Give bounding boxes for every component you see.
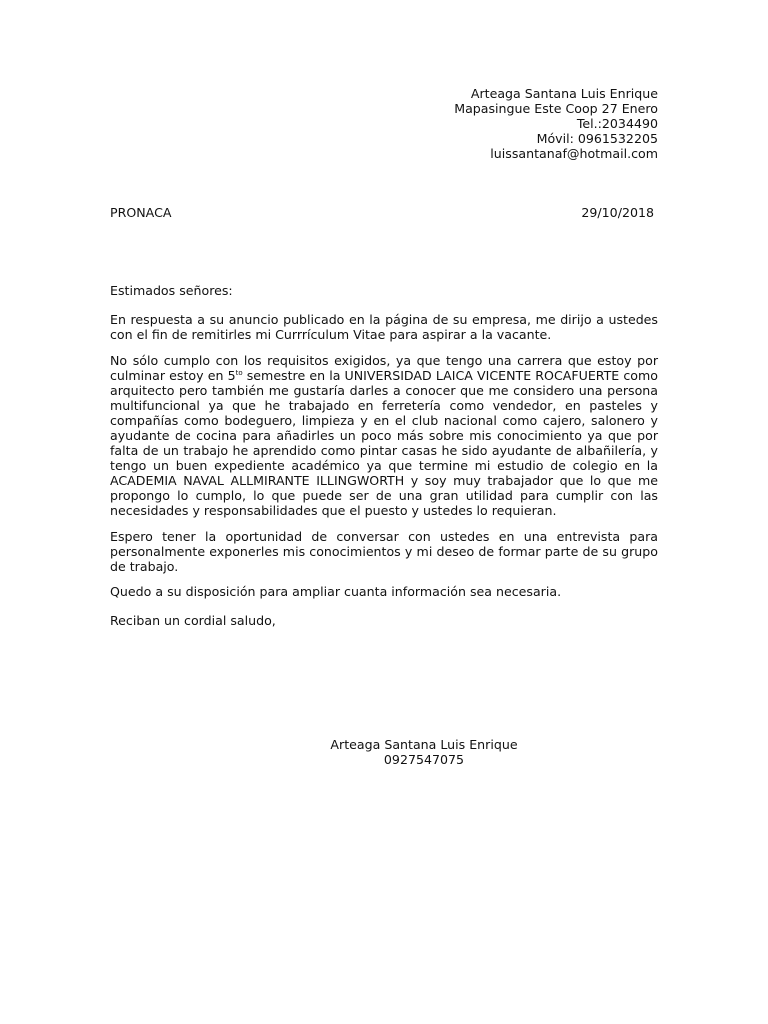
sender-block: [454, 86, 658, 161]
paragraph-4: Quedo a su disposición para ampliar cuanta información sea necesaria.: [110, 584, 562, 599]
sender-name: Arteaga Santana Luis Enrique: [470, 86, 658, 101]
paragraph-2: [110, 353, 658, 518]
paragraph-2-rest: semestre en la UNIVERSIDAD LAICA VICENTE ROCAFUERTE como arquitecto pero también me gustaría darles a conocer que me considero una persona multifuncional ya que he trabajado en ferretería como vendedor, en pasteles y compañías como bodeguero, limpieza y en el club nacional como cajero, salonero y ayudante de cocina para añadirles un poco más sobre mis conocimiento ya que por falta de un trabajo he aprendido como pintar casas he sido ayudante de albañilería, y tengo un buen expediente académico ya que termine mi estudio de colegio en la ACADEMIA NAVAL ALLMIRANTE ILLINGWORTH y soy muy trabajador que lo que me propongo lo cumplo, lo que puede ser de una gran utilidad para cumplir con las necesidades y responsabilidades que el puesto y ustedes lo requieran.: [110, 368, 658, 518]
paragraph-2-start: No sólo cumplo con los requisitos exigidos, ya que tengo una carrera que estoy por culminar estoy en 5: [110, 353, 658, 383]
paragraph-1: En respuesta a su anuncio publicado en la página de su empresa, me dirijo a ustedes con el fin de remitirles mi Currrículum Vitae para aspirar a la vacante.: [110, 312, 658, 342]
signature-block: [0, 737, 768, 767]
ordinal-superscript: to: [235, 369, 243, 377]
letter-body: [110, 283, 658, 628]
closing: Reciban un cordial saludo,: [110, 613, 276, 628]
sender-mobile: Móvil: 0961532205: [536, 131, 658, 146]
sender-email: luissantanaf@hotmail.com: [490, 146, 658, 161]
sender-phone: Tel.:2034490: [576, 116, 658, 131]
greeting: Estimados señores:: [110, 283, 233, 298]
signature-name: Arteaga Santana Luis Enrique: [330, 737, 518, 752]
letter-date: 29/10/2018: [581, 205, 654, 220]
signature-id-number: 0927547075: [383, 752, 465, 767]
recipient: PRONACA: [110, 205, 172, 220]
sender-address: Mapasingue Este Coop 27 Enero: [454, 101, 658, 116]
paragraph-3: Espero tener la oportunidad de conversar con ustedes en una entrevista para personalmente exponerles mis conocimientos y mi deseo de formar parte de su grupo de trabajo.: [110, 529, 658, 574]
